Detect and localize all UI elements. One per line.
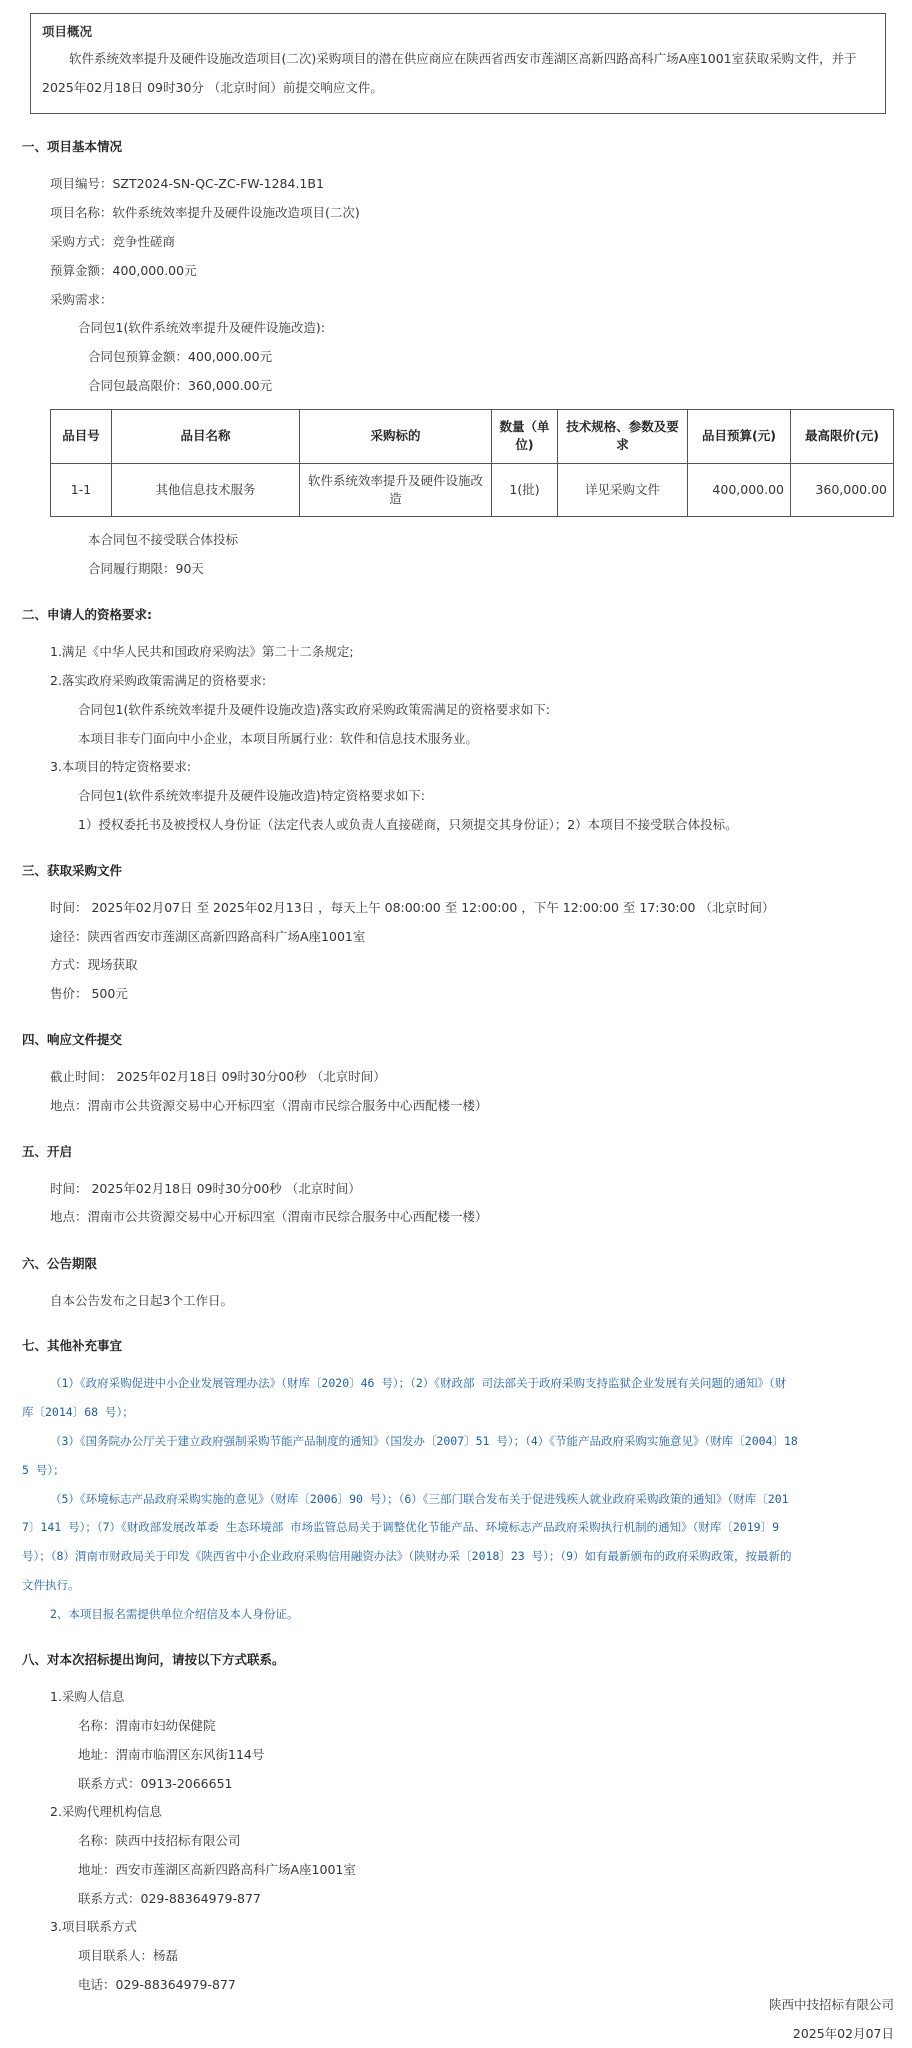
- policy-line: 7〕141 号）；（7）《财政部发展改革委 生态环境部 市场监管总局关于调整优化节能产品、环境标志产品政府采购执行机制的通知》（财库〔2019〕9: [22, 1520, 779, 1534]
- table-cell: 1(批): [492, 463, 558, 517]
- buyer-info-title: 1.采购人信息: [50, 1689, 125, 1704]
- section-8-heading: 八、对本次招标提出询问，请按以下方式联系。: [22, 1652, 285, 1667]
- table-cell: 详见采购文件: [558, 463, 688, 517]
- submission-deadline: 截止时间： 2025年02月18日 09时30分00秒 （北京时间）: [50, 1069, 386, 1084]
- contact-phone: 电话：029-88364979-877: [78, 1977, 236, 1992]
- table-header-cell: 最高限价(元): [791, 410, 894, 464]
- table-header-cell: 技术规格、参数及要求: [558, 410, 688, 464]
- section-4-heading: 四、响应文件提交: [22, 1032, 123, 1047]
- acquire-price: 售价： 500元: [50, 986, 128, 1001]
- contact-info-title: 3.项目联系方式: [50, 1919, 137, 1934]
- table-cell: 1-1: [51, 463, 112, 517]
- qualification-item-3-detail: 1）授权委托书及被授权人身份证（法定代表人或负责人直接磋商，只须提交其身份证）；2）本项目不接受联合体投标。: [78, 817, 738, 832]
- policy-line: （3）《国务院办公厅关于建立政府强制采购节能产品制度的通知》（国发办〔2007〕51 号）；（4）《节能产品政府采购实施意见》（财库〔2004〕18: [50, 1434, 798, 1448]
- buyer-address: 地址：渭南市临渭区东风街114号: [78, 1747, 265, 1762]
- package-budget: 合同包预算金额：400,000.00元: [88, 349, 273, 364]
- project-name: 项目名称：软件系统效率提升及硬件设施改造项目(二次): [50, 205, 360, 220]
- agent-info-title: 2.采购代理机构信息: [50, 1804, 162, 1819]
- policy-line: 文件执行。: [22, 1578, 80, 1592]
- project-number: 项目编号：SZT2024-SN-QC-ZC-FW-1284.1B1: [50, 176, 324, 191]
- qualification-item-3: 3.本项目的特定资格要求:: [50, 759, 192, 774]
- section-6-heading: 六、公告期限: [22, 1256, 98, 1271]
- contract-package: 合同包1(软件系统效率提升及硬件设施改造):: [78, 320, 325, 335]
- policy-line: （5）《环境标志产品政府采购实施的意见》（财库〔2006〕90 号）；（6）《三部门联合发布关于促进残疾人就业政府采购政策的通知》（财库〔201: [50, 1492, 789, 1506]
- contract-term: 合同履行期限：90天: [88, 561, 204, 576]
- section-2-heading: 二、申请人的资格要求:: [22, 607, 152, 622]
- table-row: [51, 463, 894, 517]
- acquire-place: 途径：陕西省西安市莲湖区高新四路高科广场A座1001室: [50, 929, 366, 944]
- qualification-item-2-detail: 本项目非专门面向中小企业，本项目所属行业：软件和信息技术服务业。: [78, 731, 479, 746]
- signature-company: 陕西中技招标有限公司: [768, 1997, 894, 2012]
- signature-date: 2025年02月07日: [792, 2026, 894, 2041]
- qualification-item-2: 2.落实政府采购政策需满足的资格要求:: [50, 673, 267, 688]
- table-header-cell: 采购标的: [300, 410, 492, 464]
- policy-line: 号）；（8）渭南市财政局关于印发《陕西省中小企业政府采购信用融资办法》（陕财办采〔2018〕23 号）；（9）如有最新颁布的政府采购政策，按最新的: [22, 1549, 792, 1563]
- table-header-cell: 品目号: [51, 410, 112, 464]
- package-max-price: 合同包最高限价：360,000.00元: [88, 378, 273, 393]
- submission-place: 地点：渭南市公共资源交易中心开标四室（渭南市民综合服务中心西配楼一楼）: [50, 1098, 488, 1113]
- acquire-way: 方式：现场获取: [50, 957, 138, 972]
- section-7-heading: 七、其他补充事宜: [22, 1338, 123, 1353]
- policy-line: 库〔2014〕68 号）；: [22, 1405, 134, 1419]
- qualification-item-2-sub: 合同包1(软件系统效率提升及硬件设施改造)落实政府采购政策需满足的资格要求如下:: [78, 702, 550, 717]
- agent-address: 地址：西安市莲湖区高新四路高科广场A座1001室: [78, 1862, 356, 1877]
- buyer-phone: 联系方式：0913-2066651: [78, 1776, 233, 1791]
- buyer-name: 名称：渭南市妇幼保健院: [78, 1718, 216, 1733]
- contact-person: 项目联系人：杨磊: [78, 1948, 179, 1963]
- agent-phone: 联系方式：029-88364979-877: [78, 1891, 261, 1906]
- policy-line: 5 号）；: [22, 1463, 65, 1477]
- table-cell: 其他信息技术服务: [112, 463, 300, 517]
- opening-place: 地点：渭南市公共资源交易中心开标四室（渭南市民综合服务中心西配楼一楼）: [50, 1209, 488, 1224]
- table-cell: 软件系统效率提升及硬件设施改造: [300, 463, 492, 517]
- table-header-cell: 品目名称: [112, 410, 300, 464]
- announcement-period: 自本公告发布之日起3个工作日。: [50, 1293, 233, 1308]
- table-cell: 360,000.00: [791, 463, 894, 517]
- qualification-item-3-sub: 合同包1(软件系统效率提升及硬件设施改造)特定资格要求如下:: [78, 788, 425, 803]
- items-table: [50, 409, 894, 517]
- overview-box: [30, 13, 886, 114]
- acquire-time: 时间： 2025年02月07日 至 2025年02月13日 ，每天上午 08:00:00 至 12:00:00 ，下午 12:00:00 至 17:30:00 （北京时间）: [50, 900, 775, 915]
- section-5-heading: 五、开启: [22, 1144, 73, 1159]
- opening-time: 时间： 2025年02月18日 09时30分00秒 （北京时间）: [50, 1181, 361, 1196]
- section-1-heading: 一、项目基本情况: [22, 139, 123, 154]
- table-header-cell: 品目预算(元): [688, 410, 791, 464]
- table-cell: 400,000.00: [688, 463, 791, 517]
- overview-text-line2: 2025年02月18日 09时30分 （北京时间）前提交响应文件。: [42, 80, 383, 95]
- section-3-heading: 三、获取采购文件: [22, 863, 123, 878]
- procurement-demand-label: 采购需求：: [50, 292, 113, 307]
- table-header-row: [51, 410, 894, 464]
- overview-text-line1: 软件系统效率提升及硬件设施改造项目(二次)采购项目的潜在供应商应在陕西省西安市莲湖区高新四路高科广场A座1001室获取采购文件，并于: [69, 51, 857, 66]
- policy-line: 2、本项目报名需提供单位介绍信及本人身份证。: [50, 1607, 299, 1621]
- budget-amount: 预算金额：400,000.00元: [50, 263, 197, 278]
- table-header-cell: 数量（单位): [492, 410, 558, 464]
- qualification-item-1: 1.满足《中华人民共和国政府采购法》第二十二条规定;: [50, 644, 354, 659]
- overview-title: 项目概况: [42, 24, 93, 39]
- no-consortium-note: 本合同包不接受联合体投标: [88, 532, 239, 547]
- procurement-method: 采购方式：竞争性磋商: [50, 234, 176, 249]
- agent-name: 名称：陕西中技招标有限公司: [78, 1833, 241, 1848]
- policy-line: （1）《政府采购促进中小企业发展管理办法》（财库〔2020〕46 号）；（2）《财政部 司法部关于政府采购支持监狱企业发展有关问题的通知》（财: [50, 1376, 787, 1390]
